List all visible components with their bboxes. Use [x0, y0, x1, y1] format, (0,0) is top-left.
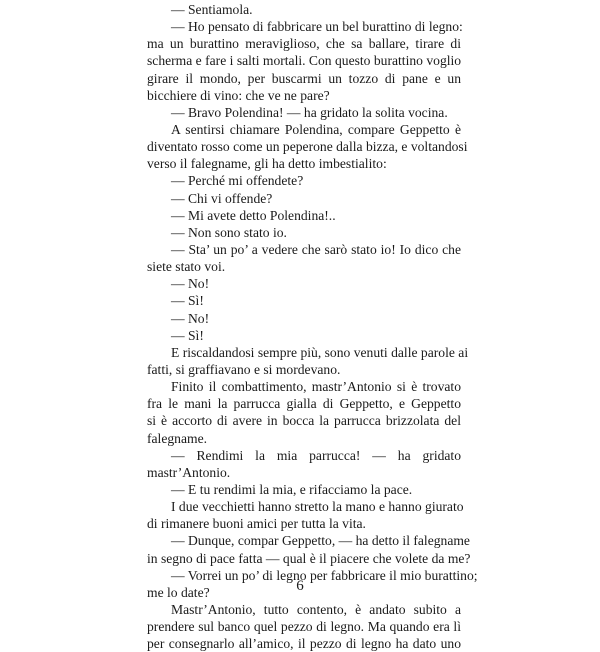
text-line: falegname. [147, 430, 208, 446]
text-line: — Rendimi la mia parrucca! — ha gridato [171, 447, 461, 463]
text-line: — Bravo Polendina! — ha gridato la solita vocina. [171, 104, 448, 120]
text-line: girare il mondo, per buscarmi un tozzo di pane e un [147, 70, 461, 86]
text-line: di rimanere buoni amici per tutta la vita. [147, 516, 366, 532]
text-line: — Sì! [171, 293, 204, 309]
text-line: A sentirsi chiamare Polendina, compare Geppetto è [171, 121, 461, 137]
text-line: E riscaldandosi sempre più, sono venuti dalle parole ai [171, 344, 469, 360]
text-line: Finito il combattimento, mastr’Antonio si è trovato [171, 379, 461, 395]
text-line: — Dunque, compar Geppetto, — ha detto il falegname [171, 533, 470, 549]
text-line: — Ho pensato di fabbricare un bel burattino di legno: [171, 19, 463, 35]
text-line: diventato rosso come un peperone dalla bizza, e voltandosi [147, 139, 468, 155]
text-line: — Sentiamola. [171, 2, 253, 17]
text-line: — Sta’ un po’ a vedere che sarò stato io! Io dico che [171, 241, 461, 257]
text-line: prendere sul banco quel pezzo di legno. Ma quando era lì [147, 619, 461, 635]
text-line: — Sì! [171, 327, 204, 343]
text-line: mastr’Antonio. [147, 464, 231, 480]
text-line: fra le mani la parrucca gialla di Geppetto, e Geppetto [147, 396, 461, 412]
text-line: — Perché mi offendete? [171, 173, 304, 189]
text-line: ma un burattino meraviglioso, che sa ballare, tirare di [147, 36, 461, 52]
text-line: in segno di pace fatta — qual è il piacere che volete da me? [147, 550, 471, 566]
text-line: si è accorto di avere in bocca la parrucca brizzolata del [147, 413, 461, 429]
text-line: — No! [171, 310, 210, 326]
text-line: — Non sono stato io. [171, 224, 287, 240]
text-line: — Mi avete detto Polendina!.. [171, 207, 336, 223]
text-line: per consegnarlo all’amico, il pezzo di legno ha dato uno [147, 636, 461, 652]
text-line: verso il falegname, gli ha detto imbestialito: [147, 156, 387, 172]
text-line: I due vecchietti hanno stretto la mano e hanno giurato [171, 499, 464, 515]
page-number: 6 [296, 578, 304, 594]
text-line: — No! [171, 276, 210, 292]
text-line: bicchiere di vino: che ve ne pare? [147, 87, 330, 103]
text-line: — Chi vi offende? [171, 190, 273, 206]
text-line: — E tu rendimi la mia, e rifacciamo la pace. [171, 481, 413, 497]
text-line: Mastr’Antonio, tutto contento, è andato subito a [171, 601, 461, 617]
text-line: scherma e fare i salti mortali. Con questo burattino voglio [147, 53, 462, 69]
text-line: siete stato voi. [147, 259, 226, 275]
text-line: me lo date? [147, 584, 210, 600]
text-line: fatti, si graffiavano e si mordevano. [147, 361, 341, 377]
body-text [147, 1, 478, 652]
text-line: — Vorrei un po’ di legno per fabbricare il mio burattino; [171, 567, 478, 583]
